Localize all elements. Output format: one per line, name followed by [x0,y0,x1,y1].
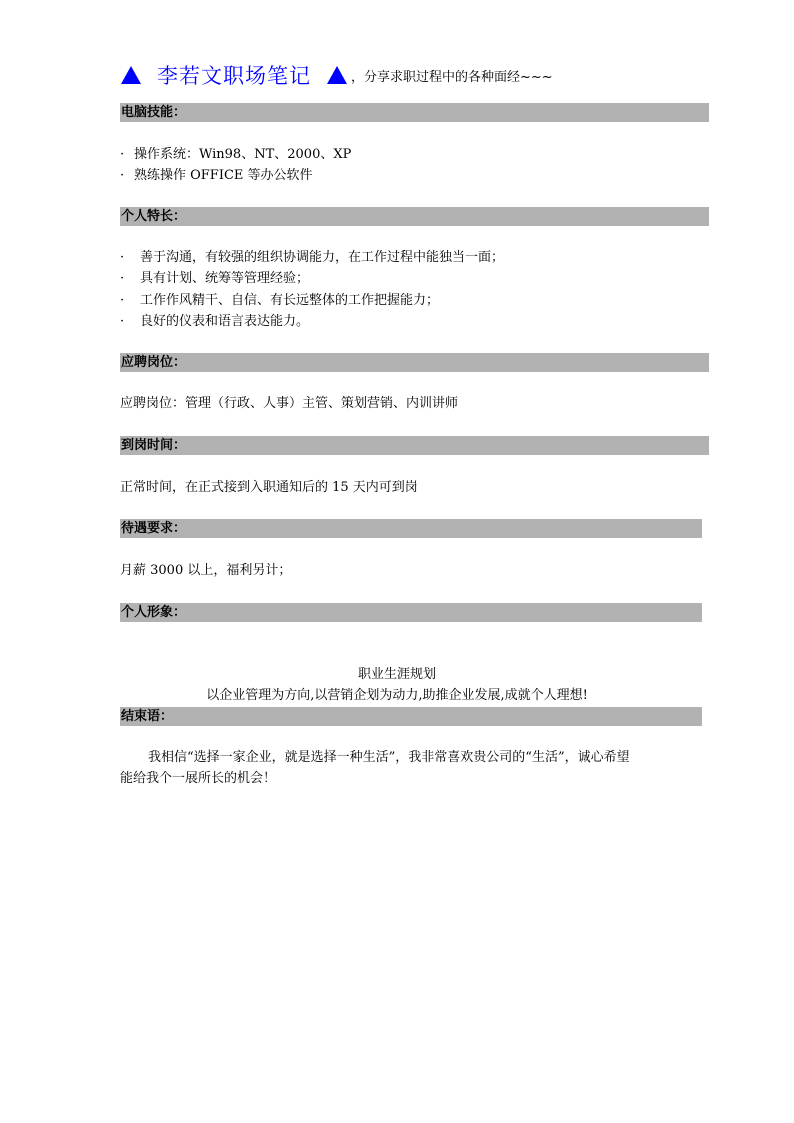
bullet-icon: · [120,293,125,308]
list-item [120,247,504,268]
bullet-icon: · [120,147,125,162]
career-plan-title: 职业生涯规划 [357,667,436,682]
section-heading-start-time: 到岗时间： [120,436,709,455]
section-heading-personal-strengths: 个人特长： [120,207,709,226]
section-heading-personal-image: 个人形象： [120,603,702,622]
section-heading-closing: 结束语： [120,707,702,726]
list-item-text: 具有计划、统筹等管理经验； [140,271,310,286]
start-time-text: 正常时间，在正式接到入职通知后的 15 天内可到岗 [120,480,418,495]
position-text: 应聘岗位：管理（行政、人事）主管、策划营销、内训讲师 [120,396,459,411]
section-heading-position: 应聘岗位： [120,353,709,372]
list-item-text: 善于沟通，有较强的组织协调能力，在工作过程中能独当一面； [140,250,505,265]
list-item-text: 熟练操作 OFFICE 等办公软件 [134,168,313,183]
list-item [120,290,439,311]
list-item-text: 操作系统：Win98、NT、2000、XP [134,147,352,162]
bullet-icon: · [120,168,125,183]
closing-line: 能给我个一展所长的机会！ [120,771,277,786]
page-subtitle: ，分享求职过程中的各种面经~~~ [351,69,553,85]
bullet-icon: · [120,314,125,329]
list-item [120,144,351,165]
section-heading-salary: 待遇要求： [120,519,702,538]
list-item [120,165,313,186]
closing-line-text: 我相信“选择一家企业，就是选择一种生活”，我非常喜欢贵公司的“生活”，诚心希望 [148,750,630,765]
list-item-text: 工作作风精干、自信、有长远整体的工作把握能力； [140,293,440,308]
list-item [120,268,309,289]
list-item [120,311,309,332]
blue-triangle-icon [327,66,347,84]
header-row [121,60,553,90]
list-item-text: 良好的仪表和语言表达能力。 [140,314,310,329]
closing-paragraph [120,747,700,789]
closing-line [120,747,700,768]
bullet-icon: · [120,271,125,286]
blue-triangle-icon [121,66,141,84]
salary-text: 月薪 3000 以上，福利另计； [120,563,292,578]
page-title: 李若文职场笔记 [157,64,311,88]
bullet-icon: · [120,250,125,265]
section-heading-computer-skills: 电脑技能： [120,103,709,122]
career-plan-text: 以企业管理为方向,以营销企划为动力,助推企业发展,成就个人理想! [206,688,588,703]
